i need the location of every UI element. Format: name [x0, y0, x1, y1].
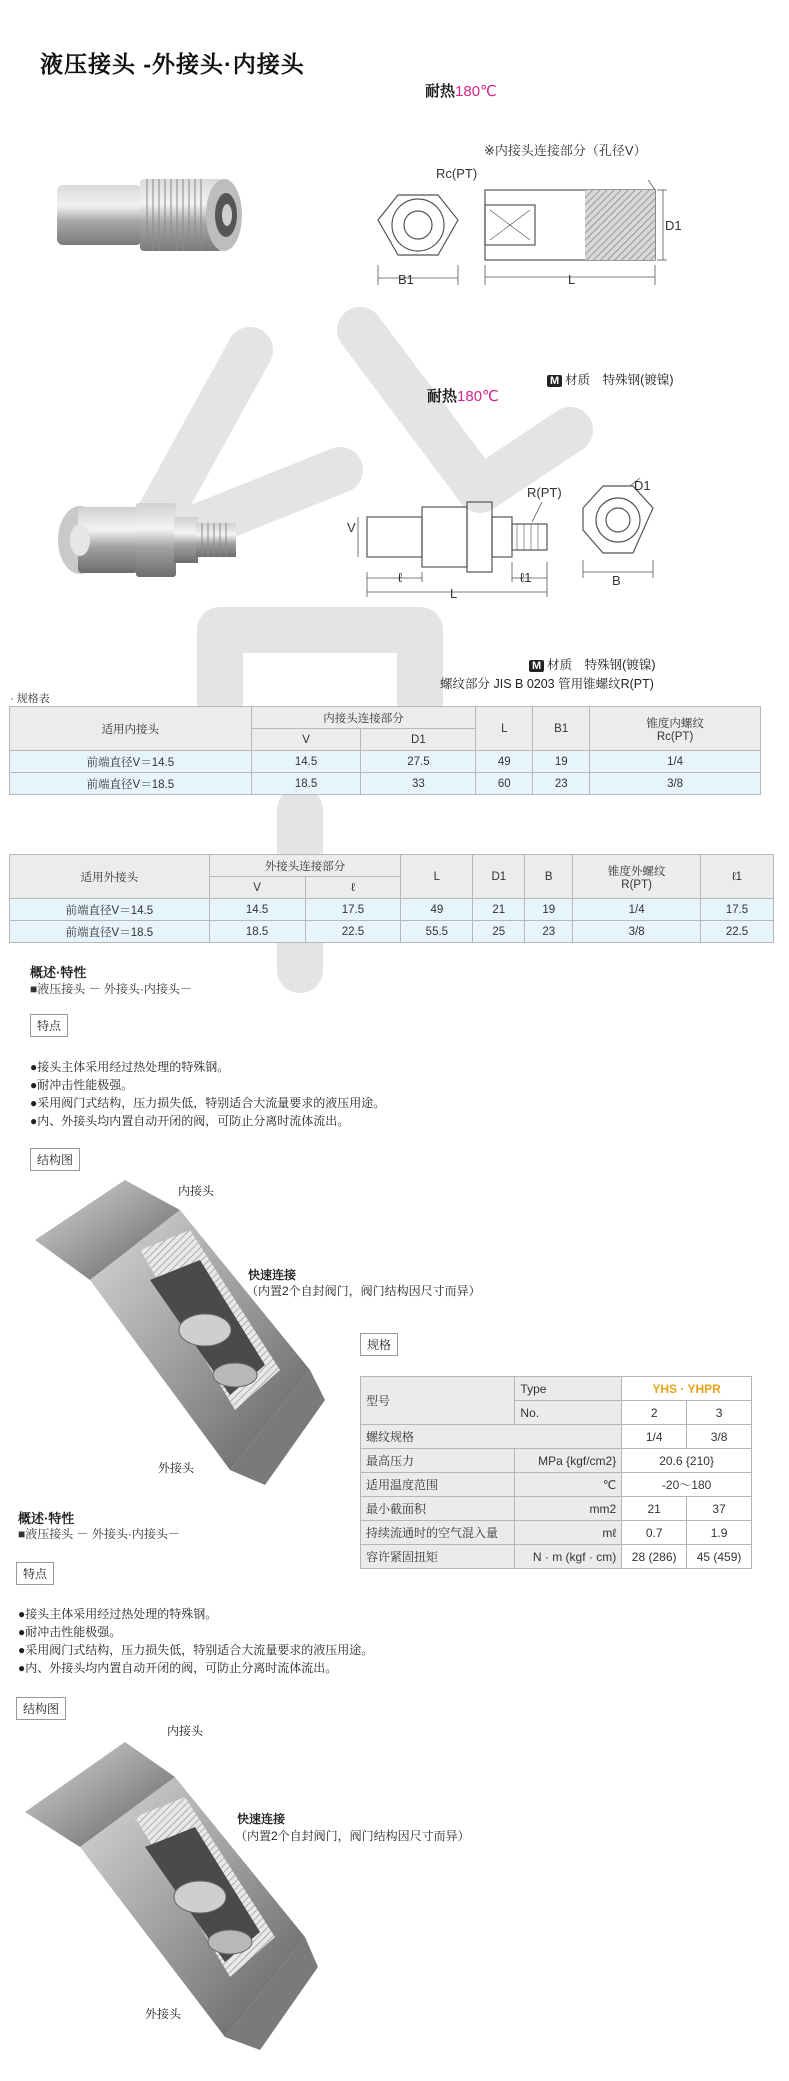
female-dim-l: L: [568, 272, 576, 287]
male-thread-note: 螺纹部分 JIS B 0203 管用锥螺纹R(PT): [440, 677, 654, 691]
structure-cutaway-drawing: [30, 1170, 330, 1490]
male-dim-d1: D1: [634, 478, 651, 493]
type-value: YHS · YHPR: [622, 1377, 752, 1401]
list-item: ●耐冲击性能极强。: [30, 1078, 134, 1092]
col-header: D1: [361, 729, 476, 751]
table-row: 适用温度范围 ℃ -20～180: [361, 1473, 752, 1497]
female-note: ※内接头连接部分（孔径V）: [484, 143, 647, 158]
table-row: 前端直径V＝14.5 14.5 17.5 49 21 19 1/4 17.5: [10, 899, 774, 921]
male-material: M 材质 特殊钢(镀镍): [529, 655, 656, 673]
male-dim-b: B: [612, 573, 621, 588]
male-spec-table: [9, 854, 774, 943]
table-row: 最小截面积 mm2 21 37: [361, 1497, 752, 1521]
col-header: V: [251, 729, 361, 751]
list-item: ●接头主体采用经过热处理的特殊钢。: [30, 1060, 230, 1074]
table-row: 前端直径V＝14.5 14.5 27.5 49 19 1/4: [10, 751, 761, 773]
list-item: ●接头主体采用经过热处理的特殊钢。: [18, 1607, 218, 1621]
col-header: ℓ1: [701, 855, 774, 899]
callout-outer-coupler: 外接头: [145, 2007, 182, 2021]
female-end-view-drawing: [368, 185, 468, 295]
table-row: 容许紧固扭矩 N · m (kgf · cm) 28 (286) 45 (459): [361, 1545, 752, 1569]
structure-label: 结构图: [30, 1148, 80, 1171]
callout-outer-coupler: 外接头: [158, 1461, 195, 1475]
structure-cutaway-drawing: [20, 1722, 320, 2052]
col-header: 锥度内螺纹 Rc(PT): [590, 707, 761, 751]
female-heat-rating: 耐热180℃: [425, 83, 497, 100]
table-row: 持续流通时的空气混入量 mℓ 0.7 1.9: [361, 1521, 752, 1545]
col-header: L: [476, 707, 533, 751]
callout-quick-note: （内置2个自封阀门，阀门结构因尺寸而异）: [246, 1284, 481, 1298]
overview-heading: 概述·特性: [30, 965, 87, 980]
col-header: 适用内接头: [10, 707, 252, 751]
table1-caption: · 规格表: [10, 693, 50, 705]
male-heat-rating: 耐热180℃: [427, 388, 499, 405]
col-header: 适用外接头: [10, 855, 210, 899]
feature-list: [18, 1605, 373, 1677]
col-header: L: [401, 855, 473, 899]
material-icon: M: [547, 375, 562, 387]
callout-inner-coupler: 内接头: [167, 1724, 204, 1738]
male-dim-v: V: [347, 520, 356, 535]
col-header: B: [525, 855, 573, 899]
male-coupler-photo: [50, 495, 240, 590]
male-dim-r: R(PT): [527, 485, 562, 500]
features-label: 特点: [16, 1562, 54, 1585]
col-header: 内接头连接部分: [251, 707, 476, 729]
overview-subheading: ■液压接头 － 外接头·内接头－: [18, 1527, 180, 1541]
table-row: 螺纹规格 1/4 3/8: [361, 1425, 752, 1449]
spec-label: 规格: [360, 1333, 398, 1356]
col-header: B1: [533, 707, 590, 751]
callout-quick-note: （内置2个自封阀门，阀门结构因尺寸而异）: [235, 1829, 470, 1843]
page-title: 液压接头 -外接头·内接头: [40, 51, 305, 77]
overview-heading: 概述·特性: [18, 1511, 75, 1526]
spec-table: 型号 Type YHS · YHPR No. 2 3 螺纹规格 1/4 3/8 最高压力 MPa {kgf/cm2} 20.6 {210} 适用温度范围 ℃ -20～180 最小截面积 mm2 21 37 持续流通时的空气混入量 mℓ 0.7 1.9 容许紧固扭矩 N · m (kgf · cm) 28 (286) 45 (459): [360, 1376, 752, 1569]
col-header: V: [209, 877, 305, 899]
col-header: 外接头连接部分: [209, 855, 401, 877]
list-item: ●内、外接头均内置自动开闭的阀，可防止分离时流体流出。: [18, 1661, 338, 1675]
female-material: M 材质 特殊钢(镀镍): [547, 370, 674, 388]
list-item: ●采用阀门式结构，压力损失低，特别适合大流量要求的液压用途。: [18, 1643, 374, 1657]
material-icon: M: [529, 660, 544, 672]
callout-quick-connect: 快速连接: [237, 1812, 286, 1826]
female-coupler-photo: [52, 175, 247, 255]
female-dim-rc: Rc(PT): [436, 166, 478, 181]
table-row: 前端直径V＝18.5 18.5 33 60 23 3/8: [10, 773, 761, 795]
col-header: D1: [473, 855, 525, 899]
feature-list: [30, 1058, 385, 1130]
structure-label: 结构图: [16, 1697, 66, 1720]
overview-subheading: ■液压接头 － 外接头·内接头－: [30, 982, 192, 996]
callout-inner-coupler: 内接头: [178, 1184, 215, 1198]
list-item: ●耐冲击性能极强。: [18, 1625, 122, 1639]
female-dim-d1: D1: [665, 218, 682, 233]
features-label: 特点: [30, 1014, 68, 1037]
male-dim-l1: ℓ1: [520, 570, 532, 585]
female-dim-b1: B1: [398, 272, 414, 287]
male-dim-l: L: [450, 586, 458, 601]
table-row: 前端直径V＝18.5 18.5 22.5 55.5 25 23 3/8 22.5: [10, 921, 774, 943]
callout-quick-connect: 快速连接: [248, 1268, 297, 1282]
male-dim-l-small: ℓ: [398, 570, 403, 585]
female-spec-table: [9, 706, 761, 795]
table-row: 最高压力 MPa {kgf/cm2} 20.6 {210}: [361, 1449, 752, 1473]
col-header: 锥度外螺纹 R(PT): [573, 855, 701, 899]
col-header: ℓ: [305, 877, 401, 899]
list-item: ●采用阀门式结构，压力损失低，特别适合大流量要求的液压用途。: [30, 1096, 386, 1110]
list-item: ●内、外接头均内置自动开闭的阀，可防止分离时流体流出。: [30, 1114, 350, 1128]
